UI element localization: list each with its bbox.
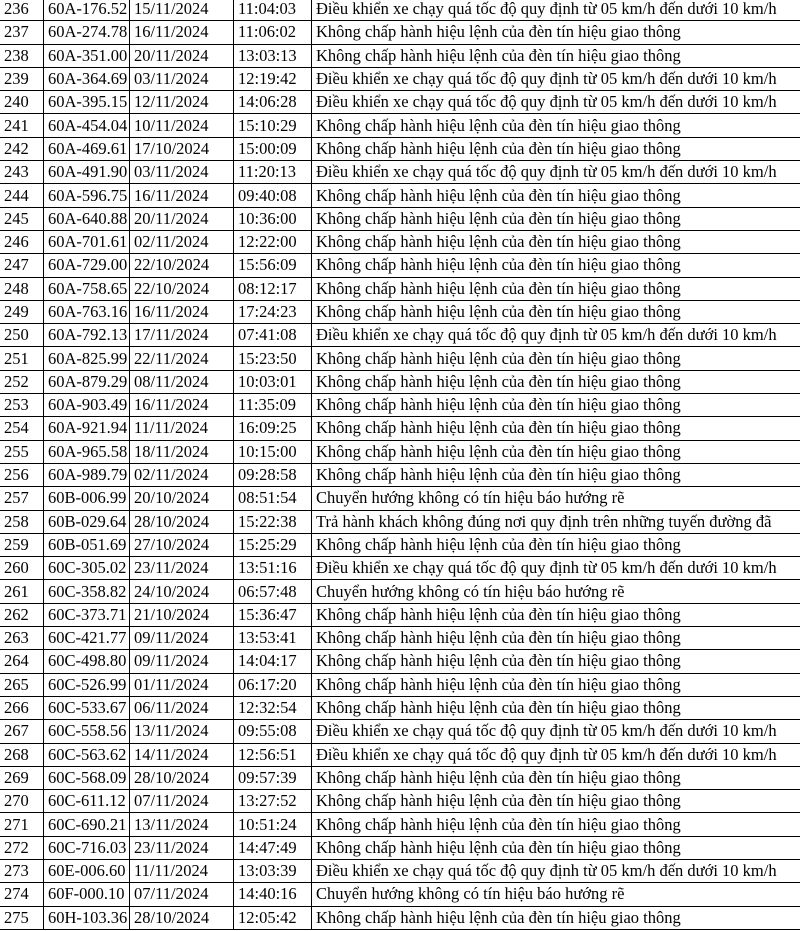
license-plate-cell: 60A-825.99	[44, 347, 130, 370]
violation-time-cell: 06:17:20	[234, 673, 312, 696]
violation-date-cell: 09/11/2024	[130, 627, 234, 650]
violation-date-cell: 16/11/2024	[130, 184, 234, 207]
table-row	[0, 137, 800, 160]
violation-time-cell: 09:40:08	[234, 184, 312, 207]
violation-description-cell: Không chấp hành hiệu lệnh của đèn tín hiệu giao thông	[312, 21, 800, 44]
license-plate-cell: 60A-965.58	[44, 440, 130, 463]
row-number-cell: 273	[0, 859, 44, 882]
license-plate-cell: 60A-879.29	[44, 370, 130, 393]
row-number-cell: 248	[0, 277, 44, 300]
row-number-cell: 245	[0, 207, 44, 230]
table-row	[0, 906, 800, 929]
violation-date-cell: 22/10/2024	[130, 277, 234, 300]
violation-time-cell: 10:51:24	[234, 813, 312, 836]
violation-time-cell: 15:23:50	[234, 347, 312, 370]
violation-time-cell: 09:55:08	[234, 720, 312, 743]
license-plate-cell: 60A-274.78	[44, 21, 130, 44]
row-number-cell: 263	[0, 627, 44, 650]
violation-description-cell: Không chấp hành hiệu lệnh của đèn tín hiệu giao thông	[312, 440, 800, 463]
violation-date-cell: 24/10/2024	[130, 580, 234, 603]
license-plate-cell: 60B-006.99	[44, 487, 130, 510]
table-row	[0, 254, 800, 277]
license-plate-cell: 60A-640.88	[44, 207, 130, 230]
violation-description-cell: Chuyển hướng không có tín hiệu báo hướng rẽ	[312, 883, 800, 906]
row-number-cell: 250	[0, 324, 44, 347]
violation-time-cell: 10:15:00	[234, 440, 312, 463]
violation-date-cell: 13/11/2024	[130, 813, 234, 836]
violation-time-cell: 13:03:13	[234, 44, 312, 67]
violation-date-cell: 10/11/2024	[130, 114, 234, 137]
violation-date-cell: 28/10/2024	[130, 766, 234, 789]
violation-date-cell: 13/11/2024	[130, 720, 234, 743]
license-plate-cell: 60E-006.60	[44, 859, 130, 882]
license-plate-cell: 60A-364.69	[44, 67, 130, 90]
table-row	[0, 324, 800, 347]
violation-time-cell: 13:03:39	[234, 859, 312, 882]
violation-time-cell: 13:53:41	[234, 627, 312, 650]
license-plate-cell: 60A-395.15	[44, 91, 130, 114]
violation-time-cell: 15:22:38	[234, 510, 312, 533]
table-row	[0, 91, 800, 114]
violation-date-cell: 20/10/2024	[130, 487, 234, 510]
violation-time-cell: 10:36:00	[234, 207, 312, 230]
license-plate-cell: 60C-568.09	[44, 766, 130, 789]
license-plate-cell: 60C-373.71	[44, 603, 130, 626]
violation-description-cell: Điều khiển xe chạy quá tốc độ quy định từ 05 km/h đến dưới 10 km/h	[312, 720, 800, 743]
row-number-cell: 267	[0, 720, 44, 743]
violation-description-cell: Không chấp hành hiệu lệnh của đèn tín hiệu giao thông	[312, 906, 800, 929]
table-row	[0, 836, 800, 859]
violation-date-cell: 07/11/2024	[130, 883, 234, 906]
violation-description-cell: Điều khiển xe chạy quá tốc độ quy định từ 05 km/h đến dưới 10 km/h	[312, 0, 800, 21]
license-plate-cell: 60C-533.67	[44, 696, 130, 719]
violation-description-cell: Điều khiển xe chạy quá tốc độ quy định từ 05 km/h đến dưới 10 km/h	[312, 557, 800, 580]
violation-time-cell: 11:20:13	[234, 161, 312, 184]
violation-time-cell: 12:22:00	[234, 230, 312, 253]
license-plate-cell: 60B-051.69	[44, 533, 130, 556]
table-row	[0, 417, 800, 440]
violation-description-cell: Điều khiển xe chạy quá tốc độ quy định từ 05 km/h đến dưới 10 km/h	[312, 161, 800, 184]
row-number-cell: 247	[0, 254, 44, 277]
violation-time-cell: 10:03:01	[234, 370, 312, 393]
row-number-cell: 268	[0, 743, 44, 766]
violation-time-cell: 15:10:29	[234, 114, 312, 137]
table-row	[0, 790, 800, 813]
violation-description-cell: Không chấp hành hiệu lệnh của đèn tín hiệu giao thông	[312, 370, 800, 393]
violation-description-cell: Trả hành khách không đúng nơi quy định trên những tuyến đường đã	[312, 510, 800, 533]
violation-date-cell: 27/10/2024	[130, 533, 234, 556]
violation-time-cell: 12:19:42	[234, 67, 312, 90]
table-row	[0, 859, 800, 882]
table-row	[0, 813, 800, 836]
violation-date-cell: 02/11/2024	[130, 230, 234, 253]
violation-time-cell: 12:05:42	[234, 906, 312, 929]
violation-time-cell: 15:36:47	[234, 603, 312, 626]
table-row	[0, 627, 800, 650]
table-row	[0, 463, 800, 486]
violation-date-cell: 16/11/2024	[130, 300, 234, 323]
license-plate-cell: 60A-469.61	[44, 137, 130, 160]
violation-time-cell: 08:51:54	[234, 487, 312, 510]
violation-description-cell: Điều khiển xe chạy quá tốc độ quy định từ 05 km/h đến dưới 10 km/h	[312, 67, 800, 90]
table-row	[0, 114, 800, 137]
violation-description-cell: Không chấp hành hiệu lệnh của đèn tín hiệu giao thông	[312, 627, 800, 650]
license-plate-cell: 60C-498.80	[44, 650, 130, 673]
row-number-cell: 243	[0, 161, 44, 184]
table-row	[0, 300, 800, 323]
license-plate-cell: 60C-558.56	[44, 720, 130, 743]
violation-time-cell: 11:04:03	[234, 0, 312, 21]
row-number-cell: 269	[0, 766, 44, 789]
license-plate-cell: 60C-716.03	[44, 836, 130, 859]
table-row	[0, 207, 800, 230]
table-row	[0, 370, 800, 393]
violation-description-cell: Chuyển hướng không có tín hiệu báo hướng rẽ	[312, 580, 800, 603]
violation-time-cell: 15:56:09	[234, 254, 312, 277]
violation-date-cell: 02/11/2024	[130, 463, 234, 486]
violation-date-cell: 12/11/2024	[130, 91, 234, 114]
row-number-cell: 264	[0, 650, 44, 673]
row-number-cell: 272	[0, 836, 44, 859]
violation-date-cell: 22/10/2024	[130, 254, 234, 277]
violation-time-cell: 14:04:17	[234, 650, 312, 673]
license-plate-cell: 60C-563.62	[44, 743, 130, 766]
violation-time-cell: 17:24:23	[234, 300, 312, 323]
row-number-cell: 253	[0, 394, 44, 417]
license-plate-cell: 60A-491.90	[44, 161, 130, 184]
row-number-cell: 249	[0, 300, 44, 323]
violation-description-cell: Không chấp hành hiệu lệnh của đèn tín hiệu giao thông	[312, 137, 800, 160]
row-number-cell: 242	[0, 137, 44, 160]
table-row	[0, 21, 800, 44]
license-plate-cell: 60A-903.49	[44, 394, 130, 417]
row-number-cell: 259	[0, 533, 44, 556]
violation-description-cell: Không chấp hành hiệu lệnh của đèn tín hiệu giao thông	[312, 347, 800, 370]
violation-description-cell: Điều khiển xe chạy quá tốc độ quy định từ 05 km/h đến dưới 10 km/h	[312, 743, 800, 766]
table-row	[0, 883, 800, 906]
violation-date-cell: 28/10/2024	[130, 510, 234, 533]
row-number-cell: 262	[0, 603, 44, 626]
row-number-cell: 238	[0, 44, 44, 67]
table-row	[0, 440, 800, 463]
violation-time-cell: 09:28:58	[234, 463, 312, 486]
table-row	[0, 487, 800, 510]
license-plate-cell: 60H-103.36	[44, 906, 130, 929]
license-plate-cell: 60A-989.79	[44, 463, 130, 486]
violation-time-cell: 09:57:39	[234, 766, 312, 789]
violation-time-cell: 08:12:17	[234, 277, 312, 300]
violation-time-cell: 14:06:28	[234, 91, 312, 114]
table-row	[0, 230, 800, 253]
violation-description-cell: Không chấp hành hiệu lệnh của đèn tín hiệu giao thông	[312, 394, 800, 417]
violation-time-cell: 11:35:09	[234, 394, 312, 417]
violation-date-cell: 18/11/2024	[130, 440, 234, 463]
violation-date-cell: 21/10/2024	[130, 603, 234, 626]
row-number-cell: 251	[0, 347, 44, 370]
violation-description-cell: Không chấp hành hiệu lệnh của đèn tín hiệu giao thông	[312, 300, 800, 323]
violation-description-cell: Không chấp hành hiệu lệnh của đèn tín hiệu giao thông	[312, 673, 800, 696]
violation-description-cell: Không chấp hành hiệu lệnh của đèn tín hiệu giao thông	[312, 114, 800, 137]
violation-date-cell: 07/11/2024	[130, 790, 234, 813]
violation-date-cell: 20/11/2024	[130, 44, 234, 67]
violation-description-cell: Không chấp hành hiệu lệnh của đèn tín hiệu giao thông	[312, 533, 800, 556]
violation-time-cell: 13:51:16	[234, 557, 312, 580]
violation-date-cell: 15/11/2024	[130, 0, 234, 21]
violation-date-cell: 17/11/2024	[130, 324, 234, 347]
violation-time-cell: 15:00:09	[234, 137, 312, 160]
violation-description-cell: Không chấp hành hiệu lệnh của đèn tín hiệu giao thông	[312, 650, 800, 673]
license-plate-cell: 60A-792.13	[44, 324, 130, 347]
violation-date-cell: 16/11/2024	[130, 21, 234, 44]
row-number-cell: 239	[0, 67, 44, 90]
violation-description-cell: Không chấp hành hiệu lệnh của đèn tín hiệu giao thông	[312, 417, 800, 440]
violation-date-cell: 20/11/2024	[130, 207, 234, 230]
license-plate-cell: 60C-611.12	[44, 790, 130, 813]
table-row	[0, 277, 800, 300]
license-plate-cell: 60A-921.94	[44, 417, 130, 440]
table-row	[0, 766, 800, 789]
table-row	[0, 650, 800, 673]
violation-time-cell: 16:09:25	[234, 417, 312, 440]
violation-description-cell: Điều khiển xe chạy quá tốc độ quy định từ 05 km/h đến dưới 10 km/h	[312, 859, 800, 882]
row-number-cell: 265	[0, 673, 44, 696]
violation-date-cell: 23/11/2024	[130, 557, 234, 580]
violation-time-cell: 14:47:49	[234, 836, 312, 859]
table-row	[0, 161, 800, 184]
violation-date-cell: 03/11/2024	[130, 161, 234, 184]
violation-description-cell: Không chấp hành hiệu lệnh của đèn tín hiệu giao thông	[312, 207, 800, 230]
table-row	[0, 0, 800, 21]
violation-date-cell: 16/11/2024	[130, 394, 234, 417]
license-plate-cell: 60C-358.82	[44, 580, 130, 603]
violation-date-cell: 09/11/2024	[130, 650, 234, 673]
violation-description-cell: Không chấp hành hiệu lệnh của đèn tín hiệu giao thông	[312, 696, 800, 719]
violation-date-cell: 17/10/2024	[130, 137, 234, 160]
row-number-cell: 270	[0, 790, 44, 813]
row-number-cell: 257	[0, 487, 44, 510]
row-number-cell: 261	[0, 580, 44, 603]
license-plate-cell: 60A-596.75	[44, 184, 130, 207]
row-number-cell: 275	[0, 906, 44, 929]
row-number-cell: 260	[0, 557, 44, 580]
license-plate-cell: 60A-351.00	[44, 44, 130, 67]
violation-description-cell: Không chấp hành hiệu lệnh của đèn tín hiệu giao thông	[312, 44, 800, 67]
license-plate-cell: 60A-763.16	[44, 300, 130, 323]
row-number-cell: 246	[0, 230, 44, 253]
violation-time-cell: 11:06:02	[234, 21, 312, 44]
violation-date-cell: 11/11/2024	[130, 417, 234, 440]
table-row	[0, 720, 800, 743]
license-plate-cell: 60C-305.02	[44, 557, 130, 580]
table-row	[0, 557, 800, 580]
violation-description-cell: Không chấp hành hiệu lệnh của đèn tín hiệu giao thông	[312, 813, 800, 836]
row-number-cell: 256	[0, 463, 44, 486]
violation-date-cell: 11/11/2024	[130, 859, 234, 882]
license-plate-cell: 60B-029.64	[44, 510, 130, 533]
violation-date-cell: 28/10/2024	[130, 906, 234, 929]
violation-time-cell: 13:27:52	[234, 790, 312, 813]
license-plate-cell: 60A-176.52	[44, 0, 130, 21]
license-plate-cell: 60F-000.10	[44, 883, 130, 906]
violation-description-cell: Điều khiển xe chạy quá tốc độ quy định từ 05 km/h đến dưới 10 km/h	[312, 324, 800, 347]
license-plate-cell: 60C-690.21	[44, 813, 130, 836]
table-row	[0, 696, 800, 719]
row-number-cell: 252	[0, 370, 44, 393]
table-row	[0, 743, 800, 766]
violation-description-cell: Không chấp hành hiệu lệnh của đèn tín hiệu giao thông	[312, 790, 800, 813]
violation-date-cell: 03/11/2024	[130, 67, 234, 90]
row-number-cell: 258	[0, 510, 44, 533]
license-plate-cell: 60A-758.65	[44, 277, 130, 300]
violation-description-cell: Không chấp hành hiệu lệnh của đèn tín hiệu giao thông	[312, 184, 800, 207]
row-number-cell: 241	[0, 114, 44, 137]
violation-date-cell: 22/11/2024	[130, 347, 234, 370]
table-row	[0, 394, 800, 417]
table-row	[0, 44, 800, 67]
violation-description-cell: Không chấp hành hiệu lệnh của đèn tín hiệu giao thông	[312, 463, 800, 486]
violation-time-cell: 12:56:51	[234, 743, 312, 766]
license-plate-cell: 60A-729.00	[44, 254, 130, 277]
violation-date-cell: 01/11/2024	[130, 673, 234, 696]
row-number-cell: 266	[0, 696, 44, 719]
table-row	[0, 184, 800, 207]
license-plate-cell: 60A-701.61	[44, 230, 130, 253]
table-row	[0, 67, 800, 90]
violation-description-cell: Chuyển hướng không có tín hiệu báo hướng rẽ	[312, 487, 800, 510]
table-row	[0, 533, 800, 556]
violation-time-cell: 15:25:29	[234, 533, 312, 556]
row-number-cell: 271	[0, 813, 44, 836]
violation-time-cell: 12:32:54	[234, 696, 312, 719]
violation-date-cell: 14/11/2024	[130, 743, 234, 766]
row-number-cell: 254	[0, 417, 44, 440]
license-plate-cell: 60C-526.99	[44, 673, 130, 696]
row-number-cell: 274	[0, 883, 44, 906]
violation-date-cell: 06/11/2024	[130, 696, 234, 719]
table-row	[0, 347, 800, 370]
violation-description-cell: Không chấp hành hiệu lệnh của đèn tín hiệu giao thông	[312, 277, 800, 300]
row-number-cell: 237	[0, 21, 44, 44]
row-number-cell: 244	[0, 184, 44, 207]
table-row	[0, 673, 800, 696]
violation-description-cell: Không chấp hành hiệu lệnh của đèn tín hiệu giao thông	[312, 603, 800, 626]
violation-date-cell: 23/11/2024	[130, 836, 234, 859]
violation-description-cell: Không chấp hành hiệu lệnh của đèn tín hiệu giao thông	[312, 230, 800, 253]
license-plate-cell: 60A-454.04	[44, 114, 130, 137]
row-number-cell: 236	[0, 0, 44, 21]
violation-description-cell: Điều khiển xe chạy quá tốc độ quy định từ 05 km/h đến dưới 10 km/h	[312, 91, 800, 114]
violation-description-cell: Không chấp hành hiệu lệnh của đèn tín hiệu giao thông	[312, 836, 800, 859]
row-number-cell: 255	[0, 440, 44, 463]
violation-description-cell: Không chấp hành hiệu lệnh của đèn tín hiệu giao thông	[312, 766, 800, 789]
table-row	[0, 510, 800, 533]
violation-date-cell: 08/11/2024	[130, 370, 234, 393]
violation-description-cell: Không chấp hành hiệu lệnh của đèn tín hiệu giao thông	[312, 254, 800, 277]
table-row	[0, 580, 800, 603]
violation-time-cell: 06:57:48	[234, 580, 312, 603]
violation-time-cell: 14:40:16	[234, 883, 312, 906]
violation-time-cell: 07:41:08	[234, 324, 312, 347]
license-plate-cell: 60C-421.77	[44, 627, 130, 650]
table-row	[0, 603, 800, 626]
row-number-cell: 240	[0, 91, 44, 114]
